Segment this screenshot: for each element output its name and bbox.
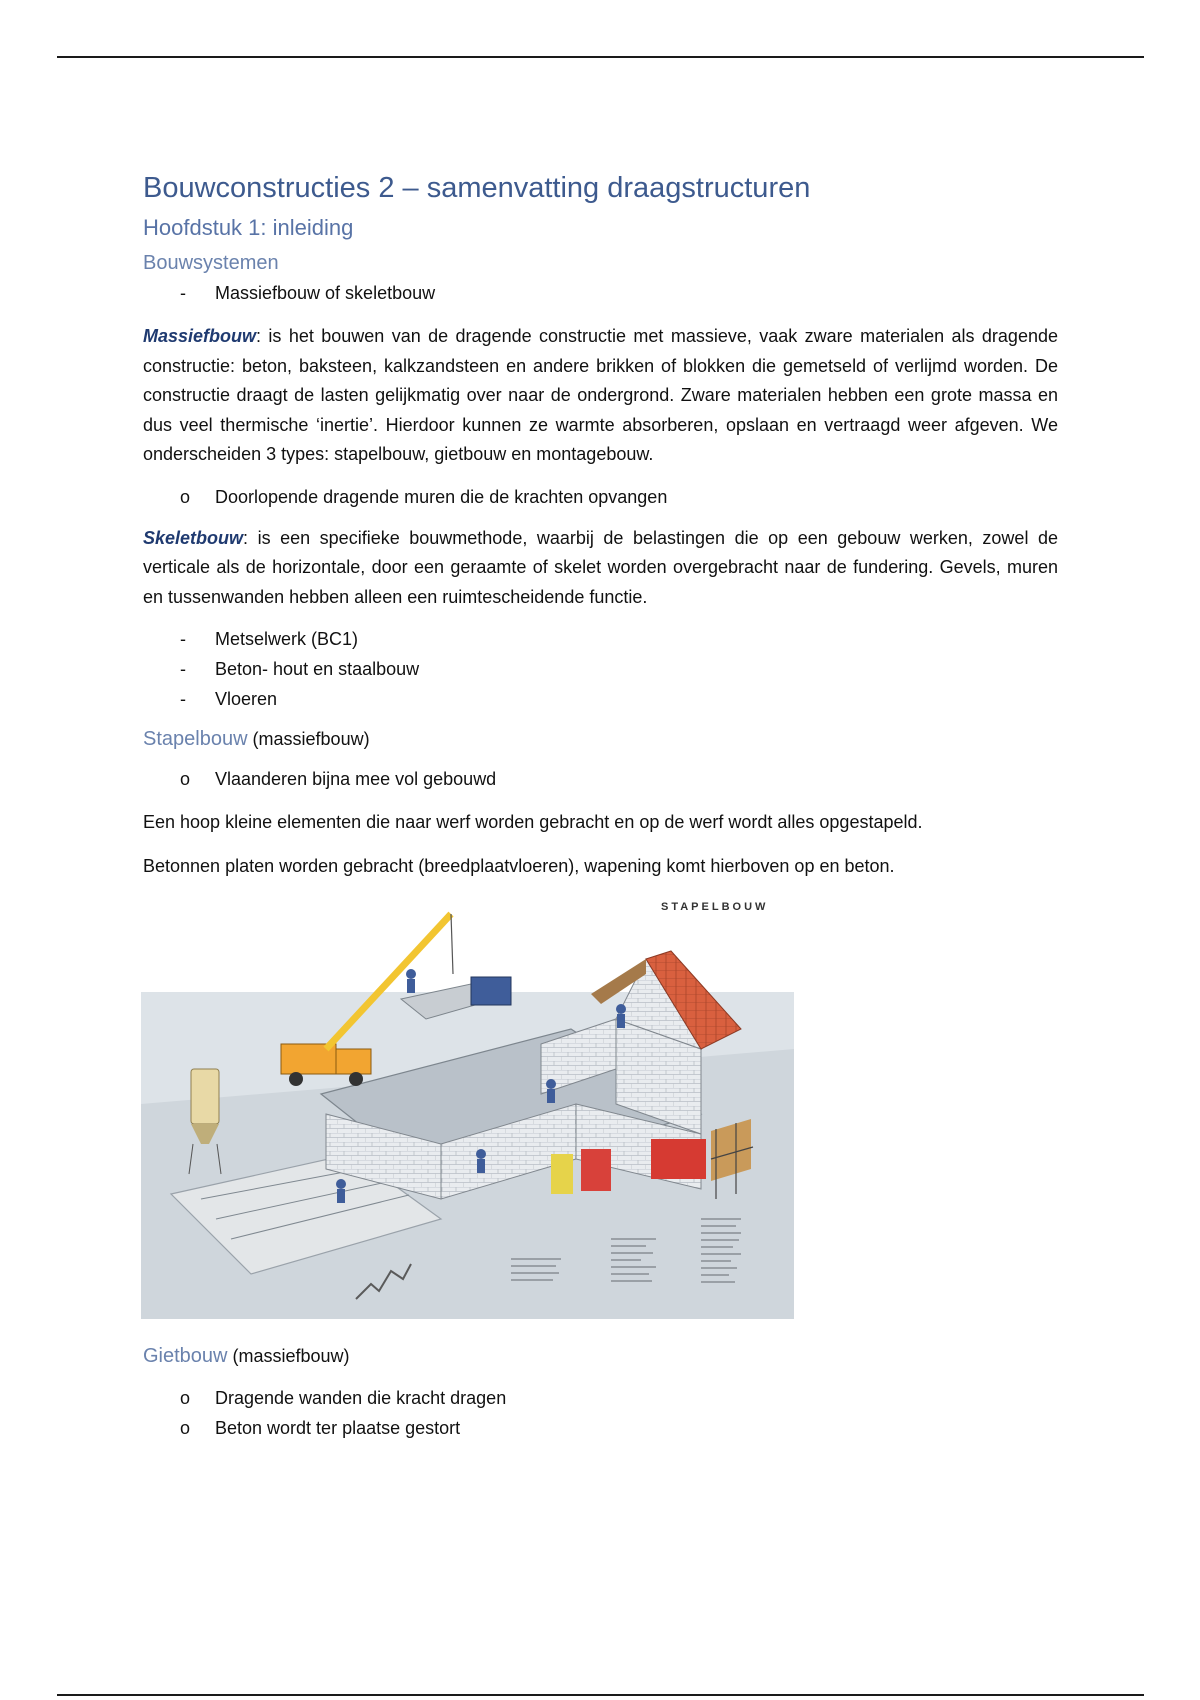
circle-bullet: o <box>180 486 191 507</box>
heading-suffix: (massiefbouw) <box>247 729 370 749</box>
circle-bullet: o <box>180 769 191 789</box>
dash-bullet: - <box>180 659 186 679</box>
list-item-text: Dragende wanden die kracht dragen <box>215 1388 507 1408</box>
section-heading-bouwsystemen: Bouwsystemen <box>143 252 279 274</box>
heading-text: Stapelbouw <box>143 728 248 750</box>
circle-bullet: o <box>180 1388 191 1408</box>
list-item <box>143 764 1058 794</box>
list-item-text: Vlaanderen bijna mee vol gebouwd <box>215 769 497 789</box>
list-item <box>143 1383 1058 1413</box>
list-item <box>143 624 1058 654</box>
list-item <box>143 684 1058 714</box>
heading-suffix: (massiefbouw) <box>227 1346 350 1366</box>
dash-list <box>143 624 1058 714</box>
document-body <box>143 168 1058 1443</box>
term-massiefbouw: Massiefbouw <box>143 326 257 346</box>
header-rule <box>57 56 1144 58</box>
figure-caption: STAPELBOUW <box>661 901 769 913</box>
list-item <box>143 1413 1058 1443</box>
footer-rule <box>57 1694 1144 1696</box>
circle-list <box>143 1383 1058 1443</box>
section-heading-stapelbouw <box>143 724 1058 754</box>
list-item <box>143 654 1058 684</box>
list-item-text: Massiefbouw of skeletbouw <box>215 283 436 303</box>
chapter-heading: Hoofdstuk 1: inleiding <box>143 215 354 240</box>
list-item-text: Beton wordt ter plaatse gestort <box>215 1418 461 1438</box>
section-heading-gietbouw <box>143 1341 1058 1371</box>
dash-bullet: - <box>180 283 186 303</box>
document-title: Bouwconstructies 2 – samenvatting draagstructuren <box>143 172 811 204</box>
list-item-text: Metselwerk (BC1) <box>215 629 359 649</box>
heading-text: Gietbouw <box>143 1345 228 1367</box>
paragraph-stapelbouw-2: Betonnen platen worden gebracht (breedplaatvloeren), wapening komt hierboven op en beton. <box>143 855 895 876</box>
dash-bullet: - <box>180 629 186 649</box>
list-item-text: Vloeren <box>215 689 278 709</box>
dash-bullet: - <box>180 689 186 709</box>
paragraph-stapelbouw-1: Een hoop kleine elementen die naar werf worden gebracht en op de werf wordt alles opgestapeld. <box>143 812 923 832</box>
definition-text: : is een specifieke bouwmethode, waarbij de belastingen die op een gebouw werken, zowel de verticale als de horizontale, door een geraamte of skelet worden overgebracht naar de fundering. Gevels, muren en tussenwanden hebben alleen een ruimtescheidende functie. <box>143 527 1058 607</box>
list-item <box>143 278 1058 308</box>
paragraph-skeletbouw <box>143 524 1058 613</box>
circle-bullet: o <box>180 1418 191 1438</box>
term-skeletbouw: Skeletbouw <box>143 527 244 548</box>
list-item-text: Doorlopende dragende muren die de krachten opvangen <box>215 486 668 507</box>
definition-text: : is het bouwen van de dragende constructie met massieve, vaak zware materialen als dragende constructie: beton, baksteen, kalkzandsteen en andere brikken of blokken die gemetseld of verlijmd worden. De constructie draagt de lasten gelijkmatig over naar de ondergrond. Zware materialen hebben een grote massa en dus veel thermische ‘inertie’. Hierdoor kunnen ze warmte absorberen, opslaan en vertraagd weer afgeven. We onderscheiden 3 types: stapelbouw, gietbouw en montagebouw. <box>143 326 1058 464</box>
construction-site-drawing <box>141 899 801 1319</box>
list-item <box>143 482 1058 512</box>
list-item-text: Beton- hout en staalbouw <box>215 659 420 679</box>
paragraph-massiefbouw <box>143 322 1058 470</box>
stapelbouw-illustration <box>141 899 801 1319</box>
